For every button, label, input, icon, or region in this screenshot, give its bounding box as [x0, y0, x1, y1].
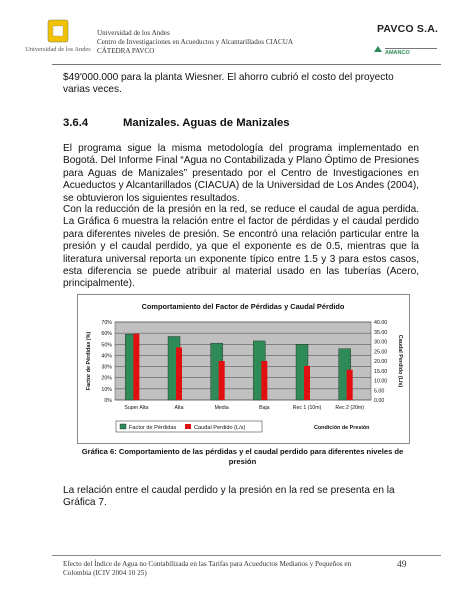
legend-swatch-caudal [185, 424, 191, 429]
y-tick-label: 70% [101, 320, 112, 326]
footer-divider [52, 555, 441, 556]
legend-swatch-factor [120, 424, 126, 429]
x-tick-label: Rec 1 (10m) [292, 405, 322, 411]
y-tick-label: 60% [101, 331, 112, 338]
header-line-2: Centro de Investigaciones en Acueductos y Alcantarillados CIACUA [97, 38, 294, 47]
x-tick-label: Rec 2 (20m) [335, 405, 364, 411]
chart-frame [77, 294, 410, 444]
y-tick-label: 20% [101, 375, 112, 382]
x-tick-label: Media [214, 405, 229, 411]
x-tick-label: Alta [174, 405, 184, 411]
y-right-tick-label: 30.00 [374, 339, 388, 346]
legend-label-caudal: Caudal Perdido (L/s) [194, 425, 246, 431]
paragraph-2: El programa sigue la misma metodología del programa implementado en Bogotá. Del Informe Final “Agua no Contabilizada y Plano Óptimo de Presiones para Aguas de Manizales” presentado por el Centro de Investigaciones en Acueductos y Alcantarillados (CIACUA) de la Universidad de Los Andes (2004), se obtuvieron los siguientes resultados. [63, 143, 419, 204]
bar-caudal-perdido [304, 366, 310, 400]
legend-label-factor: Factor de Pérdidas [129, 425, 177, 431]
bar-caudal-perdido [261, 361, 267, 400]
header-institution [97, 29, 293, 57]
paragraph-3: Con la reducción de la presión en la red, se reduce el caudal de agua perdida. La Gráfica 6 muestra la relación entre el factor de pérdidas y el caudal perdido para diferentes niveles de presión. Se encontró una relación particular entre la presión y el caudal perdido, ya que el exponente es de 0.5, mientras que la literatura universal reporta un exponente típico entre 1.5 y 3 para estos casos, esta diferencia se puede atribuir al material usado en las tuberías (Acero, principalmente). [63, 204, 419, 290]
chart [78, 295, 409, 443]
x-tick-label: Baja [259, 405, 270, 411]
plot-area [115, 322, 371, 400]
bar-caudal-perdido [347, 370, 353, 400]
bar-caudal-perdido [176, 347, 182, 400]
y-right-tick-label: 10.00 [374, 378, 388, 385]
footer-text: Efecto del Índice de Agua no Contabilizada en las Tarifas para Acueductos Medianos y Pequeños en Colombia (ICIV 2004 10 25) [63, 560, 352, 577]
header-line-1: Universidad de los Andes [97, 29, 170, 37]
y-axis-label: Factor de Pérdidas (%) [86, 331, 92, 391]
y-right-tick-label: 15.00 [374, 368, 388, 375]
x-axis-label: Condición de Presión [314, 425, 370, 431]
paragraph-4: La relación entre el caudal perdido y la presión en la red se presenta en la Gráfica 7. [63, 485, 395, 509]
section-number: 3.6.4 [63, 117, 89, 129]
y-right-tick-label: 20.00 [374, 359, 388, 365]
y-right-axis-label: Caudal Perdido (L/s) [397, 334, 403, 388]
section-title: Manizales. Aguas de Manizales [123, 117, 290, 129]
bar-caudal-perdido [219, 361, 225, 400]
y-tick-label: 0% [104, 398, 112, 404]
y-tick-label: 50% [101, 342, 112, 349]
y-tick-label: 30% [101, 364, 112, 371]
paragraph-1: $49'000.000 para la planta Wiesner. El ahorro cubrió el costo del proyecto varias veces. [63, 72, 394, 96]
y-tick-label: 40% [101, 353, 112, 360]
figure-caption: Gráfica 6: Comportamiento de las pérdidas y el caudal perdido para diferentes niveles de presión [81, 447, 404, 466]
page-number: 49 [397, 560, 407, 570]
x-tick-label: Super Alta [124, 405, 149, 411]
pavco-brand: PAVCO S.A. [377, 23, 439, 35]
bar-caudal-perdido [133, 334, 139, 400]
amanco-logo [372, 43, 442, 55]
header-line-3: CÁTEDRA PAVCO [97, 47, 155, 56]
y-right-tick-label: 35.00 [374, 329, 388, 336]
university-logo-text: Universidad de los Andes [25, 46, 91, 53]
y-right-tick-label: 25.00 [374, 349, 388, 356]
header-divider [52, 64, 441, 65]
y-right-tick-label: 0.00 [374, 398, 385, 404]
y-tick-label: 10% [101, 386, 112, 393]
y-right-tick-label: 5.00 [374, 388, 385, 395]
chart-title: Comportamiento del Factor de Pérdidas y Caudal Pérdido [141, 302, 345, 311]
y-right-tick-label: 40.00 [374, 320, 388, 326]
svg-text:AMANCO: AMANCO [385, 50, 410, 55]
